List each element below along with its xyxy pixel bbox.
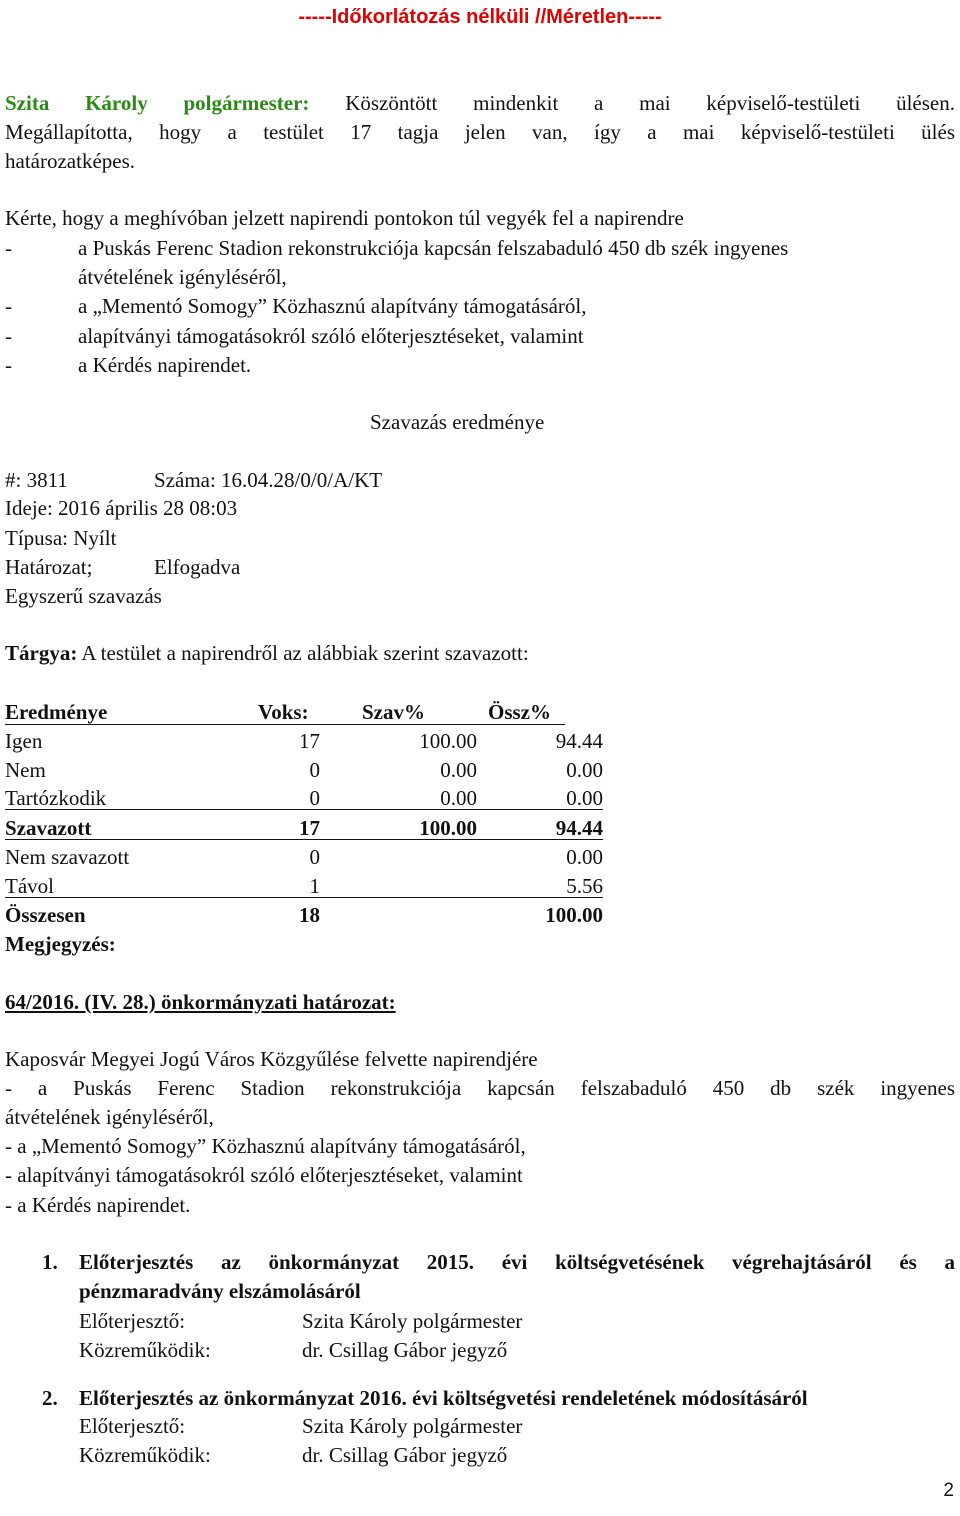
resolution-line-6: - a Kérdés napirendet. [5,1193,191,1217]
agenda-2-contributor-label: Közreműködik: [79,1443,211,1467]
row-igen-label: Igen [5,729,43,753]
row-tavol-label: Távol [5,874,54,898]
row-nem-label: Nem [5,758,46,782]
table-rule-4 [5,897,603,898]
vote-decision-value: Elfogadva [154,555,241,579]
dash-4: - [5,353,12,377]
row-nemszavazott-label: Nem szavazott [5,845,130,869]
vote-id: #: 3811 [5,468,68,492]
table-header-szav: Szav% [362,700,425,724]
request-item-1: a Puskás Ferenc Stadion rekonstrukciója kapcsán felszabaduló 450 db szék ingyenes [78,236,789,260]
request-line-1: Kérte, hogy a meghívóban jelzett napirendi pontokon túl vegyék fel a napirendre [5,206,684,230]
intro-line-3: határozatképes. [5,149,136,173]
row-igen-szav: 100.00 [419,729,477,753]
row-osszesen-ossz: 100.00 [545,903,603,927]
resolution-line-4: - a „Mementó Somogy” Közhasznú alapítvány támogatásáról, [5,1134,526,1158]
row-szavazott-ossz: 94.44 [555,816,603,840]
agenda-1-presenter-label: Előterjesztő: [79,1309,186,1333]
row-szavazott-label: Szavazott [5,816,92,840]
row-tartozkodik-label: Tartózkodik [5,786,107,810]
row-szavazott-szav: 100.00 [419,816,477,840]
vote-decision-label: Határozat; [5,555,93,579]
row-osszesen-label: Összesen [5,903,86,927]
row-nemszavazott-ossz: 0.00 [566,845,603,869]
row-nem-ossz: 0.00 [566,758,603,782]
vote-time: Ideje: 2016 április 28 08:03 [5,496,238,520]
intro-line-2: Megállapította, hogy a testület 17 tagja jelen van, így a mai képviselő-testületi ülés [5,120,955,144]
request-item-3: alapítványi támogatásokról szóló előterjesztéseket, valamint [78,324,584,348]
vote-type: Típusa: Nyílt [5,526,117,550]
intro-line-1 [5,93,955,114]
row-igen-voks: 17 [299,729,320,753]
agenda-2-presenter: Szita Károly polgármester [302,1414,523,1438]
resolution-line-5: - alapítványi támogatásokról szóló előterjesztéseket, valamint [5,1163,523,1187]
row-tavol-ossz: 5.56 [566,874,603,898]
vote-heading: Szavazás eredménye [370,410,545,434]
dash-1: - [5,236,12,260]
row-osszesen-voks: 18 [299,903,320,927]
vote-subject [5,643,529,664]
intro-text-1: Köszöntött mindenkit a mai képviselő-testületi ülésen. [345,91,955,115]
request-item-2: a „Mementó Somogy” Közhasznú alapítvány támogatásáról, [78,294,587,318]
table-header-result: Eredménye [5,700,108,724]
row-nem-szav: 0.00 [440,758,477,782]
document-header: -----Időkorlátozás nélküli //Méretlen----- [298,6,662,28]
row-tartozkodik-voks: 0 [309,786,320,810]
agenda-1-contributor: dr. Csillag Gábor jegyző [302,1338,508,1362]
page-number: 2 [943,1480,954,1501]
table-header-voks: Voks: [258,700,309,724]
agenda-1-title-line-1: Előterjesztés az önkormányzat 2015. évi költségvetésének végrehajtásáról és a [79,1250,955,1274]
row-tavol-voks: 1 [309,874,320,898]
dash-2: - [5,294,12,318]
agenda-2-number: 2. [42,1386,58,1410]
vote-mode: Egyszerű szavazás [5,584,162,608]
subject-label: Tárgya: [5,641,78,665]
table-rule-3 [5,839,603,840]
row-tartozkodik-szav: 0.00 [440,786,477,810]
agenda-1-presenter: Szita Károly polgármester [302,1309,523,1333]
row-nemszavazott-voks: 0 [309,845,320,869]
note-label: Megjegyzés: [5,932,116,956]
agenda-2-presenter-label: Előterjesztő: [79,1414,186,1438]
table-header-ossz: Össz% [488,700,551,724]
resolution-title: 64/2016. (IV. 28.) önkormányzati határozat: [5,990,396,1014]
request-item-1b: átvételének igényléséről, [78,265,287,289]
row-tartozkodik-ossz: 0.00 [566,786,603,810]
request-item-4: a Kérdés napirendet. [78,353,252,377]
row-igen-ossz: 94.44 [555,729,603,753]
speaker-name: Szita Károly polgármester: [5,91,310,115]
subject-text: A testület a napirendről az alábbiak szerint szavazott: [81,641,529,665]
vote-number: Száma: 16.04.28/0/0/A/KT [154,468,383,492]
agenda-1-title-line-2: pénzmaradvány elszámolásáról [79,1279,361,1303]
resolution-line-1: Kaposvár Megyei Jogú Város Közgyűlése felvette napirendjére [5,1047,538,1071]
table-rule-2 [5,809,603,810]
agenda-1-contributor-label: Közreműködik: [79,1338,211,1362]
row-nem-voks: 0 [309,758,320,782]
resolution-line-3: átvételének igényléséről, [5,1105,214,1129]
table-header-rule [5,724,565,725]
dash-3: - [5,324,12,348]
resolution-line-2: - a Puskás Ferenc Stadion rekonstrukciója kapcsán felszabaduló 450 db szék ingyenes [5,1076,955,1100]
agenda-2-title: Előterjesztés az önkormányzat 2016. évi költségvetési rendeletének módosításáról [79,1386,808,1410]
row-szavazott-voks: 17 [299,816,320,840]
agenda-1-number: 1. [42,1250,58,1274]
agenda-2-contributor: dr. Csillag Gábor jegyző [302,1443,508,1467]
